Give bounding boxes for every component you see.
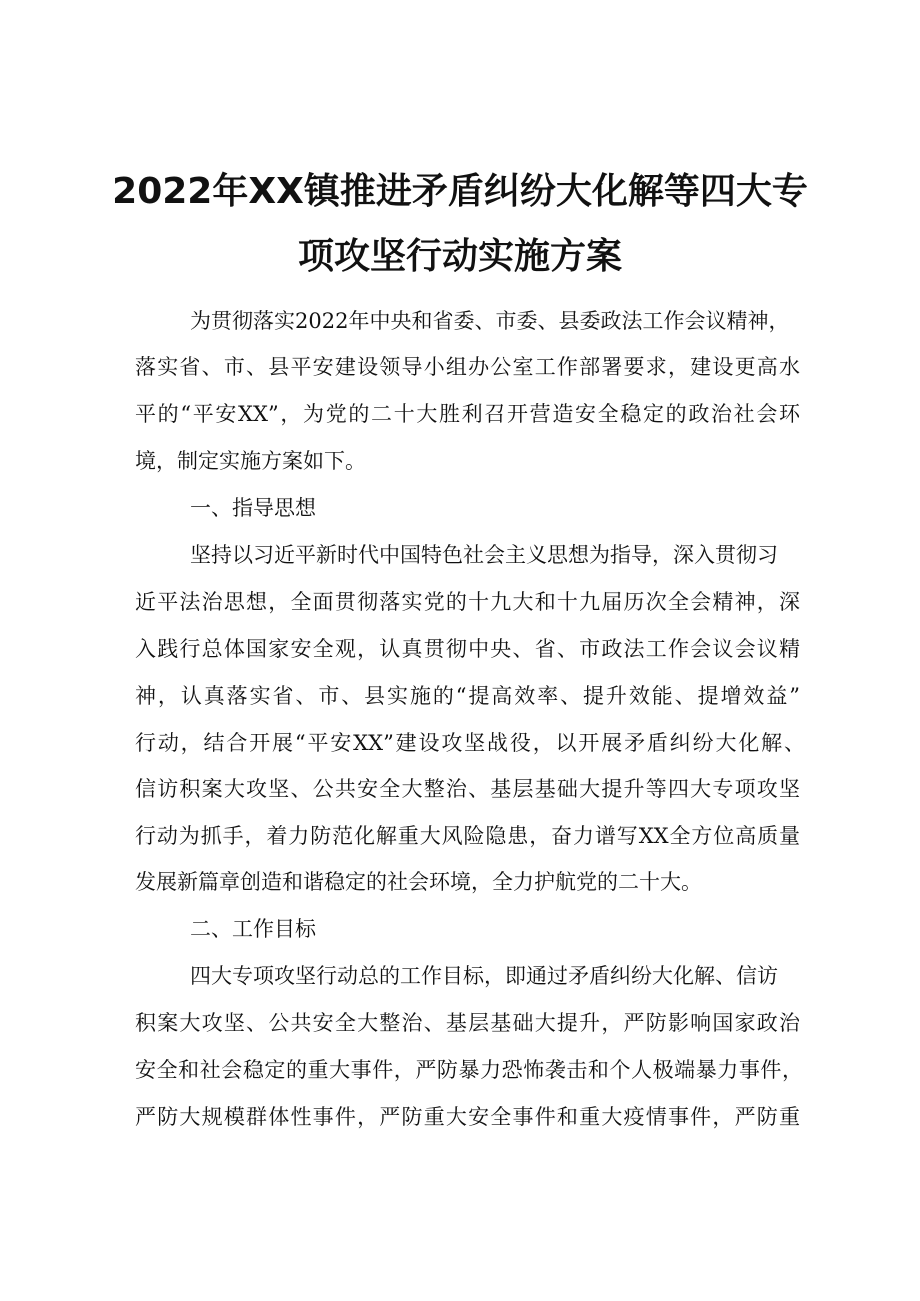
paragraph-line: 近平法治思想，全面贯彻落实党的十九大和十九届历次全会精神，深 xyxy=(135,590,800,614)
paragraph-line: 为贯彻落实2022年中央和省委、市委、县委政法工作会议精神， xyxy=(190,309,790,333)
paragraph-line: 严防大规模群体性事件，严防重大安全事件和重大疫情事件，严防重 xyxy=(135,1105,800,1129)
section-heading-guiding-ideology: 一、指导思想 xyxy=(190,496,316,520)
paragraph-line: 四大专项攻坚行动总的工作目标，即通过矛盾纠纷大化解、信访 xyxy=(190,964,778,988)
paragraph-line: 行动为抓手，着力防范化解重大风险隐患，奋力谱写XX全方位高质量 xyxy=(135,824,800,848)
paragraph-line: 坚持以习近平新时代中国特色社会主义思想为指导，深入贯彻习 xyxy=(190,543,778,567)
paragraph-line: 发展新篇章创造和谐稳定的社会环境，全力护航党的二十大。 xyxy=(135,870,702,894)
paragraph-line: 安全和社会稳定的重大事件，严防暴力恐怖袭击和个人极端暴力事件， xyxy=(135,1058,803,1082)
paragraph-line: 境，制定实施方案如下。 xyxy=(135,449,366,473)
document-title-line-1: 2022年XX镇推进矛盾纠纷大化解等四大专 xyxy=(112,171,808,212)
paragraph-line: 信访积案大攻坚、公共安全大整治、基层基础大提升等四大专项攻坚 xyxy=(135,777,800,801)
paragraph-line: 落实省、市、县平安建设领导小组办公室工作部署要求，建设更高水 xyxy=(135,355,800,379)
section-heading-work-goals: 二、工作目标 xyxy=(190,917,316,941)
document-title-line-2: 项攻坚行动实施方案 xyxy=(297,236,622,277)
paragraph-line: 平的“平安XX”，为党的二十大胜利召开营造安全稳定的政治社会环 xyxy=(135,402,800,426)
paragraph-line: 神，认真落实省、市、县实施的“提高效率、提升效能、提增效益” xyxy=(135,684,800,708)
paragraph-line: 行动，结合开展“平安XX”建设攻坚战役，以开展矛盾纠纷大化解、 xyxy=(135,731,805,755)
paragraph-line: 入践行总体国家安全观，认真贯彻中央、省、市政法工作会议会议精 xyxy=(135,637,800,661)
paragraph-line: 积案大攻坚、公共安全大整治、基层基础大提升，严防影响国家政治 xyxy=(135,1011,800,1035)
